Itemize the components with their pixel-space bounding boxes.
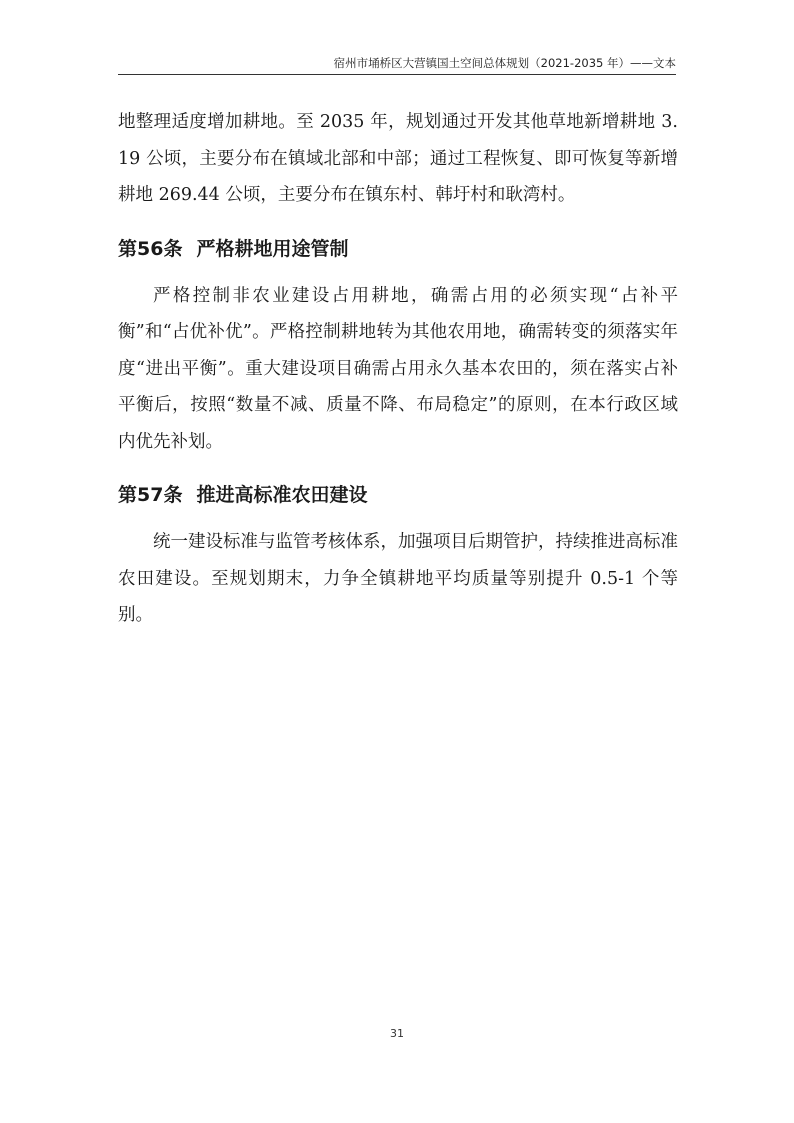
article-number: 第56条: [118, 237, 183, 260]
running-header: [118, 52, 676, 75]
article-number: 第57条: [118, 484, 183, 506]
article-title: 推进高标准农田建设: [196, 484, 368, 506]
page-body: [118, 104, 678, 634]
continued-paragraph: 地整理适度增加耕地。至 2035 年，规划通过开发其他草地新增耕地 3.19 公顷，主要分布在镇域北部和中部；通过工程恢复、即可恢复等新增耕地 269.44 公顷，主要分布在镇东村、韩圩村和耿湾村。: [118, 112, 678, 205]
article-57-heading: [118, 480, 678, 510]
article-57-paragraph: 统一建设标准与监管考核体系，加强项目后期管护，持续推进高标准农田建设。至规划期末，力争全镇耕地平均质量等别提升 0.5-1 个等别。: [118, 532, 678, 625]
article-56-paragraph: 严格控制非农业建设占用耕地，确需占用的必须实现“占补平衡”和“占优补优”。严格控制耕地转为其他农用地，确需转变的须落实年度“进出平衡”。重大建设项目确需占用永久基本农田的，须在落实占补平衡后，按照“数量不减、质量不降、布局稳定”的原则，在本行政区域内优先补划。: [118, 285, 678, 452]
article-title: 严格耕地用途管制: [196, 237, 349, 260]
page-number: 31: [390, 1027, 404, 1040]
article-56-heading: [118, 234, 678, 264]
document-title: 宿州市埇桥区大营镇国土空间总体规划（2021-2035 年）——文本: [333, 56, 676, 70]
